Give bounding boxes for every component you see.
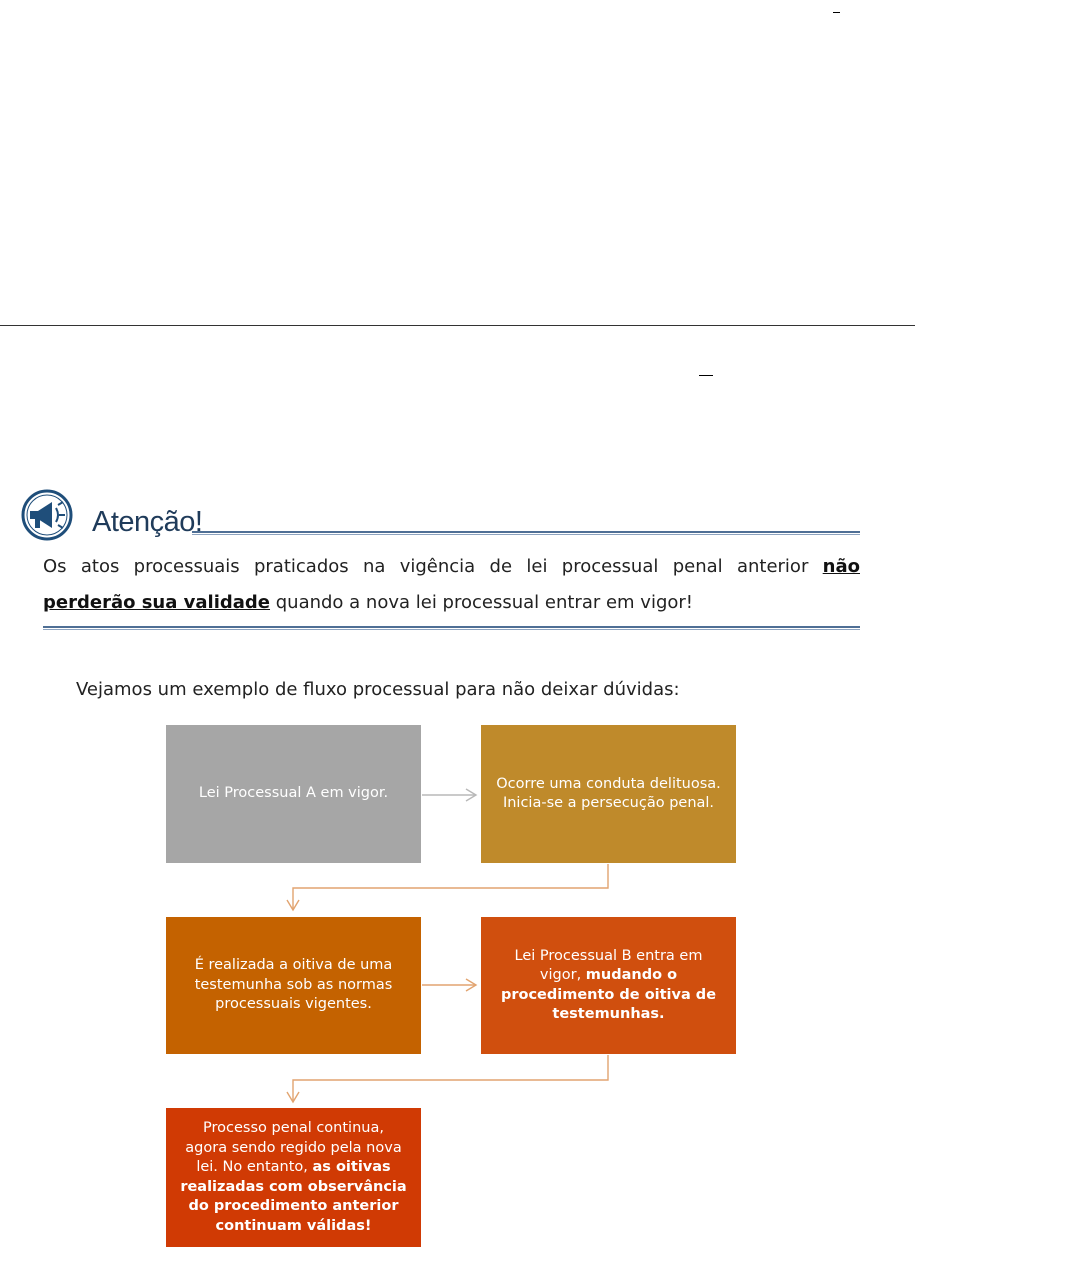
megaphone-icon (18, 489, 76, 541)
stray-dash-top (833, 12, 840, 13)
attention-text-after: quando a nova lei processual entrar em vigor! (270, 592, 694, 613)
attention-title: Atenção! (92, 506, 203, 538)
stray-dash-mid (699, 375, 713, 376)
arrow-b-to-c (287, 864, 608, 910)
flow-intro-text: Vejamos um exemplo de fluxo processual para não deixar dúvidas: (76, 679, 680, 700)
flow-box-continua-bold: as oitivas realizadas com observância do procedimento anterior continuam válidas! (180, 1159, 407, 1234)
flow-box-conduta (481, 725, 736, 863)
horizontal-rule (0, 325, 915, 326)
attention-text-bold: não perderão sua validade (43, 556, 860, 613)
flow-box-lei-b-text (495, 947, 722, 1025)
flow-box-conduta-text: Ocorre uma conduta delituosa. Inicia-se a persecução penal. (496, 775, 721, 811)
flow-box-lei-b-plain: Lei Processual B entra em vigor, (514, 947, 703, 983)
attention-text-before: Os atos processuais praticados na vigência de lei processual penal anterior (43, 556, 823, 577)
attention-rule-bottom (43, 626, 860, 630)
flow-box-oitiva (166, 917, 421, 1054)
arrow-d-to-e (287, 1055, 608, 1102)
attention-rule-top (192, 531, 860, 535)
flow-box-oitiva-text: É realizada a oitiva de uma testemunha sob as normas processuais vigentes. (194, 957, 393, 1013)
flow-box-continua-text (180, 1119, 407, 1236)
flow-box-continua-plain: Processo penal continua, agora sendo regido pela nova lei. No entanto, (185, 1120, 402, 1175)
flow-box-continua (166, 1108, 421, 1247)
arrow-a-to-b (422, 789, 476, 801)
flow-box-lei-b (481, 917, 736, 1054)
flow-box-lei-a (166, 725, 421, 863)
attention-text (43, 549, 860, 621)
arrow-c-to-d (422, 979, 476, 991)
flow-box-lei-b-bold: mudando o procedimento de oitiva de testemunhas. (500, 967, 717, 1022)
flow-box-lei-a-text: Lei Processual A em vigor. (198, 785, 389, 802)
